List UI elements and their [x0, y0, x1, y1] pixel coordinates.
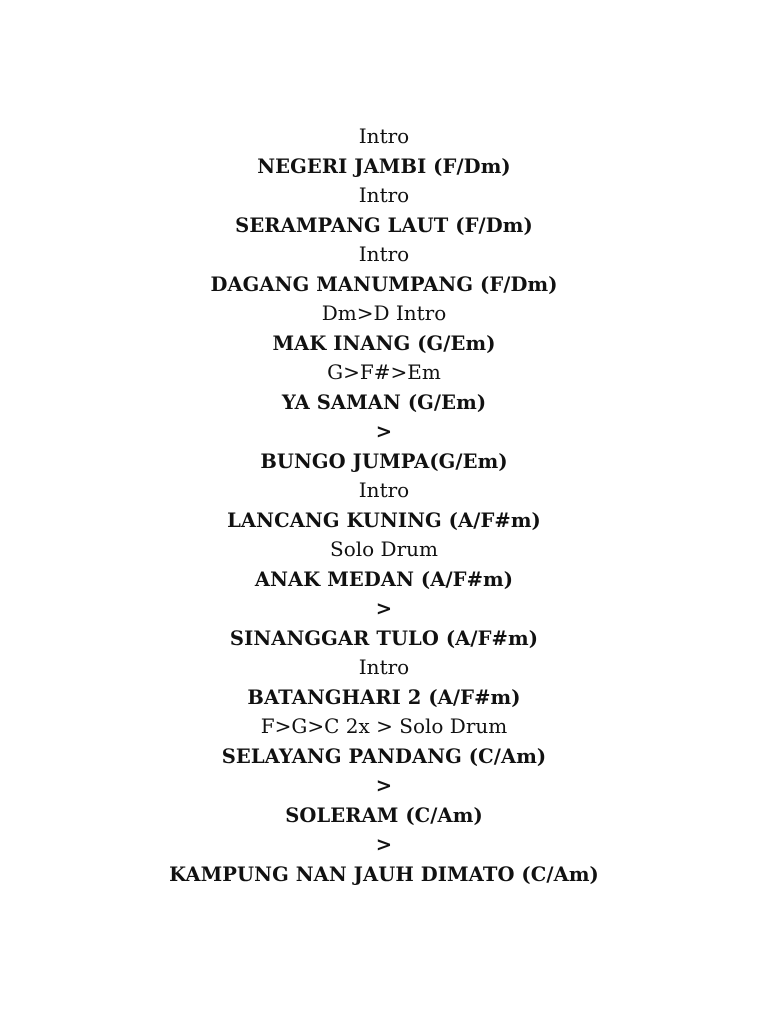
setlist-line: Intro	[358, 183, 410, 207]
setlist-line: F>G>C 2x > Solo Drum	[260, 714, 508, 738]
setlist-line: >	[375, 597, 393, 620]
setlist-line: SINANGGAR TULO (A/F#m)	[229, 626, 539, 650]
setlist	[0, 122, 768, 889]
setlist-line: >	[375, 420, 393, 443]
setlist-line: NEGERI JAMBI (F/Dm)	[257, 154, 511, 178]
setlist-line: ANAK MEDAN (A/F#m)	[254, 567, 514, 591]
setlist-line: Intro	[358, 655, 410, 679]
setlist-line: Intro	[358, 478, 410, 502]
setlist-line: DAGANG MANUMPANG (F/Dm)	[210, 272, 558, 296]
setlist-line: >	[375, 774, 393, 797]
setlist-line: >	[375, 833, 393, 856]
setlist-line: LANCANG KUNING (A/F#m)	[227, 508, 541, 532]
setlist-line: Solo Drum	[330, 537, 438, 561]
setlist-line: MAK INANG (G/Em)	[272, 331, 496, 355]
setlist-line: SELAYANG PANDANG (C/Am)	[221, 744, 547, 768]
setlist-line: BUNGO JUMPA(G/Em)	[260, 449, 508, 473]
setlist-line: YA SAMAN (G/Em)	[281, 390, 487, 414]
setlist-line: Intro	[358, 124, 410, 148]
setlist-line: KAMPUNG NAN JAUH DIMATO (C/Am)	[169, 862, 599, 886]
setlist-line: SERAMPANG LAUT (F/Dm)	[235, 213, 533, 237]
setlist-line: Dm>D Intro	[321, 301, 447, 325]
setlist-line: Intro	[358, 242, 410, 266]
setlist-line: BATANGHARI 2 (A/F#m)	[247, 685, 521, 709]
setlist-line: G>F#>Em	[327, 360, 441, 384]
setlist-line: SOLERAM (C/Am)	[285, 803, 483, 827]
